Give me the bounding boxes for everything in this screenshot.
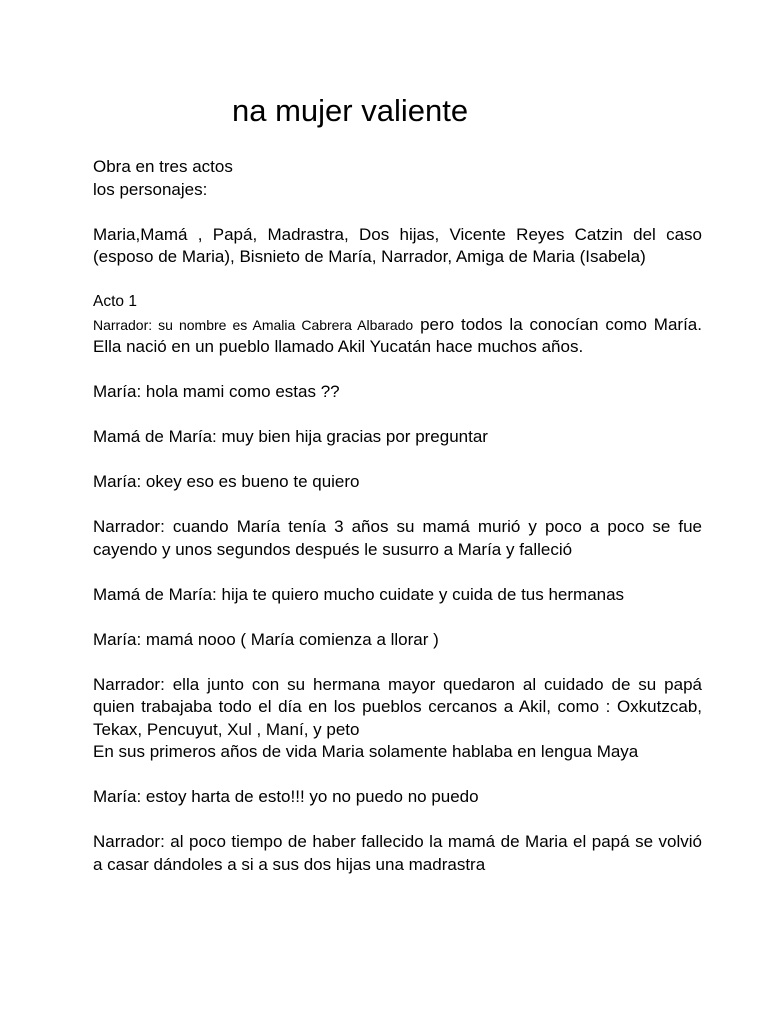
dialogue-line: María: mamá nooo ( María comienza a llorar ) bbox=[93, 629, 439, 649]
dialogue-line: Narrador: al poco tiempo de haber fallecido la mamá de Maria el papá se volvió a casar dándoles a si a sus dos hijas una madrastra bbox=[93, 832, 702, 874]
document-title: na mujer valiente bbox=[232, 93, 469, 128]
dialogue-line: Narrador: ella junto con su hermana mayor quedaron al cuidado de su papá quien trabajaba todo el día en los pueblos cercanos a Akil, como : Oxkutzcab, Tekax, Pencuyut, Xul , Maní, y peto bbox=[93, 674, 702, 739]
dialogue-line: María: hola mami como estas ?? bbox=[93, 382, 340, 401]
dialogue-line: Mamá de María: muy bien hija gracias por preguntar bbox=[93, 427, 488, 446]
narrator-intro-rest: pero todos la conocían como María. Ella nació en un pueblo llamado Akil Yucatán hace muchos años. bbox=[93, 314, 702, 356]
document-body bbox=[93, 156, 702, 876]
dialogue-line: María: estoy harta de esto!!! yo no puedo no puedo bbox=[93, 787, 479, 806]
dialogue-line: Narrador: cuando María tenía 3 años su mamá murió y poco a poco se fue cayendo y unos segundos después le susurro a María y falleció bbox=[93, 517, 702, 559]
dialogue-line: María: okey eso es bueno te quiero bbox=[93, 472, 360, 491]
characters-list: Maria,Mamá , Papá, Madrastra, Dos hijas, Vicente Reyes Catzin del caso (esposo de Maria), Bisnieto de María, Narrador, Amiga de Maria (Isabela) bbox=[93, 224, 702, 266]
act-heading: Acto 1 bbox=[93, 293, 137, 310]
characters-label: los personajes: bbox=[93, 179, 208, 199]
dialogue-line: En sus primeros años de vida Maria solamente hablaba en lengua Maya bbox=[93, 742, 639, 761]
subtitle: Obra en tres actos bbox=[93, 157, 233, 176]
narrator-intro-small: Narrador: su nombre es Amalia Cabrera Albarado bbox=[93, 316, 414, 333]
dialogue-line: Mamá de María: hija te quiero mucho cuidate y cuida de tus hermanas bbox=[93, 584, 625, 604]
narrator-intro bbox=[93, 314, 702, 359]
